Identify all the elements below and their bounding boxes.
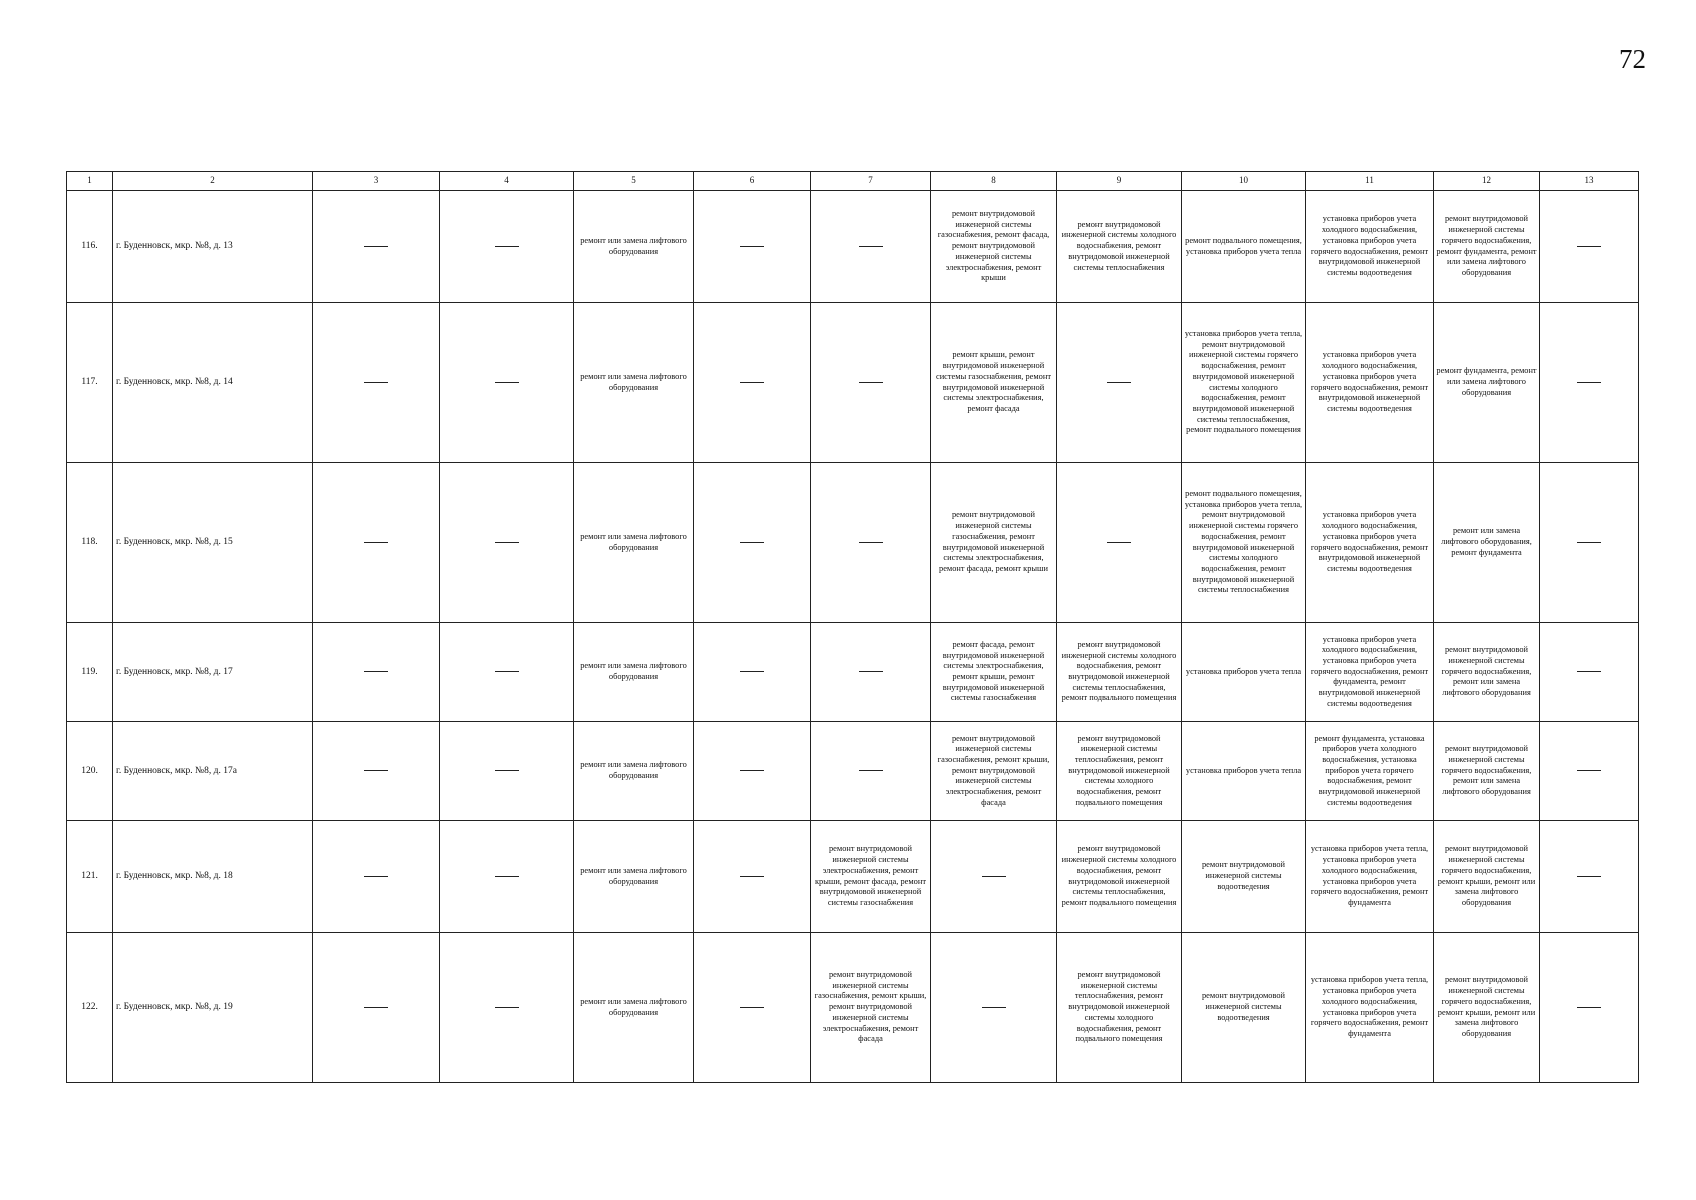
empty-dash <box>859 382 883 383</box>
work-type-cell-c3 <box>313 191 440 303</box>
work-type-cell-c3 <box>313 463 440 623</box>
work-type-cell-c10: ремонт внутридомовой инженерной системы водоотведения <box>1182 933 1306 1083</box>
work-type-cell-c9: ремонт внутридомовой инженерной системы теплоснабжения, ремонт внутридомовой инженерной системы холодного водоснабжения, ремонт подвального помещения <box>1057 933 1182 1083</box>
empty-dash <box>495 1007 519 1008</box>
work-type-cell-c11: ремонт фундамента, установка приборов учета холодного водоснабжения, установка приборов учета горячего водоснабжения, ремонт внутридомовой инженерной системы водоотведения <box>1306 722 1434 821</box>
work-type-cell-c3 <box>313 933 440 1083</box>
table-row <box>67 722 1639 821</box>
page-number: 72 <box>1619 44 1646 74</box>
work-type-cell-c13 <box>1540 722 1639 821</box>
table-row <box>67 821 1639 933</box>
work-type-cell-c11: установка приборов учета холодного водоснабжения, установка приборов учета горячего водоснабжения, ремонт фундамента, ремонт внутридомовой инженерной системы водоотведения <box>1306 623 1434 722</box>
address-cell: г. Буденновск, мкр. №8, д. 13 <box>113 191 313 303</box>
table-row <box>67 191 1639 303</box>
work-type-cell-c7 <box>811 722 931 821</box>
address-cell: г. Буденновск, мкр. №8, д. 17а <box>113 722 313 821</box>
work-type-cell-c6 <box>694 623 811 722</box>
work-type-cell-c10: ремонт внутридомовой инженерной системы водоотведения <box>1182 821 1306 933</box>
work-type-cell-c12: ремонт внутридомовой инженерной системы горячего водоснабжения, ремонт крыши, ремонт или замена лифтового оборудования <box>1434 933 1540 1083</box>
work-type-cell-c4 <box>440 722 574 821</box>
column-header: 4 <box>440 172 574 191</box>
work-type-cell-c12: ремонт внутридомовой инженерной системы горячего водоснабжения, ремонт фундамента, ремонт или замена лифтового оборудования <box>1434 191 1540 303</box>
empty-dash <box>364 770 388 771</box>
empty-dash <box>495 246 519 247</box>
work-type-cell-c3 <box>313 623 440 722</box>
column-header: 11 <box>1306 172 1434 191</box>
work-type-cell-c5: ремонт или замена лифтового оборудования <box>574 722 694 821</box>
work-type-cell-c13 <box>1540 821 1639 933</box>
repair-schedule-table <box>66 171 1639 1083</box>
work-type-cell-c8: ремонт фасада, ремонт внутридомовой инженерной системы электроснабжения, ремонт крыши, ремонт внутридомовой инженерной системы газоснабжения <box>931 623 1057 722</box>
empty-dash <box>859 246 883 247</box>
table-row <box>67 303 1639 463</box>
work-type-cell-c10: установка приборов учета тепла <box>1182 722 1306 821</box>
empty-dash <box>364 671 388 672</box>
column-header: 13 <box>1540 172 1639 191</box>
work-type-cell-c6 <box>694 303 811 463</box>
work-type-cell-c4 <box>440 191 574 303</box>
row-number-cell: 118. <box>67 463 113 623</box>
empty-dash <box>740 246 764 247</box>
work-type-cell-c10: установка приборов учета тепла, ремонт внутридомовой инженерной системы горячего водоснабжения, ремонт внутридомовой инженерной системы холодного водоснабжения, ремонт внутридомовой инженерной системы теплоснабжения, ремонт подвального помещения <box>1182 303 1306 463</box>
empty-dash <box>1577 382 1601 383</box>
column-header: 7 <box>811 172 931 191</box>
address-cell: г. Буденновск, мкр. №8, д. 19 <box>113 933 313 1083</box>
work-type-cell-c11: установка приборов учета тепла, установка приборов учета холодного водоснабжения, установка приборов учета горячего водоснабжения, ремонт фундамента <box>1306 821 1434 933</box>
column-header: 8 <box>931 172 1057 191</box>
work-type-cell-c4 <box>440 933 574 1083</box>
work-type-cell-c8 <box>931 821 1057 933</box>
empty-dash <box>495 876 519 877</box>
work-type-cell-c8: ремонт крыши, ремонт внутридомовой инженерной системы газоснабжения, ремонт внутридомовой инженерной системы электроснабжения, ремонт фасада <box>931 303 1057 463</box>
column-header: 6 <box>694 172 811 191</box>
work-type-cell-c7 <box>811 303 931 463</box>
work-type-cell-c7 <box>811 463 931 623</box>
empty-dash <box>982 876 1006 877</box>
empty-dash <box>1577 542 1601 543</box>
work-type-cell-c12: ремонт внутридомовой инженерной системы горячего водоснабжения, ремонт крыши, ремонт или замена лифтового оборудования <box>1434 821 1540 933</box>
work-type-cell-c5: ремонт или замена лифтового оборудования <box>574 821 694 933</box>
empty-dash <box>740 770 764 771</box>
column-header: 3 <box>313 172 440 191</box>
empty-dash <box>859 671 883 672</box>
column-header: 1 <box>67 172 113 191</box>
work-type-cell-c6 <box>694 722 811 821</box>
work-type-cell-c9: ремонт внутридомовой инженерной системы холодного водоснабжения, ремонт внутридомовой инженерной системы теплоснабжения <box>1057 191 1182 303</box>
table-row <box>67 623 1639 722</box>
empty-dash <box>495 671 519 672</box>
table-row <box>67 463 1639 623</box>
empty-dash <box>364 1007 388 1008</box>
empty-dash <box>859 542 883 543</box>
column-header: 2 <box>113 172 313 191</box>
work-type-cell-c13 <box>1540 623 1639 722</box>
row-number-cell: 122. <box>67 933 113 1083</box>
work-type-cell-c9 <box>1057 463 1182 623</box>
work-type-cell-c9: ремонт внутридомовой инженерной системы холодного водоснабжения, ремонт внутридомовой инженерной системы теплоснабжения, ремонт подвального помещения <box>1057 623 1182 722</box>
empty-dash <box>364 382 388 383</box>
work-type-cell-c5: ремонт или замена лифтового оборудования <box>574 463 694 623</box>
empty-dash <box>1107 542 1131 543</box>
work-type-cell-c11: установка приборов учета тепла, установка приборов учета холодного водоснабжения, установка приборов учета горячего водоснабжения, ремонт фундамента <box>1306 933 1434 1083</box>
column-header: 5 <box>574 172 694 191</box>
column-header: 10 <box>1182 172 1306 191</box>
work-type-cell-c7 <box>811 191 931 303</box>
work-type-cell-c5: ремонт или замена лифтового оборудования <box>574 191 694 303</box>
empty-dash <box>495 770 519 771</box>
column-number-header-row <box>67 172 1639 191</box>
work-type-cell-c11: установка приборов учета холодного водоснабжения, установка приборов учета горячего водоснабжения, ремонт внутридомовой инженерной системы водоотведения <box>1306 463 1434 623</box>
work-type-cell-c13 <box>1540 303 1639 463</box>
empty-dash <box>495 382 519 383</box>
row-number-cell: 119. <box>67 623 113 722</box>
work-type-cell-c4 <box>440 821 574 933</box>
work-type-cell-c5: ремонт или замена лифтового оборудования <box>574 933 694 1083</box>
work-type-cell-c3 <box>313 722 440 821</box>
work-type-cell-c6 <box>694 821 811 933</box>
address-cell: г. Буденновск, мкр. №8, д. 17 <box>113 623 313 722</box>
empty-dash <box>740 542 764 543</box>
work-type-cell-c4 <box>440 623 574 722</box>
work-type-cell-c7: ремонт внутридомовой инженерной системы газоснабжения, ремонт крыши, ремонт внутридомовой инженерной системы электроснабжения, ремонт фасада <box>811 933 931 1083</box>
table-body <box>67 191 1639 1083</box>
empty-dash <box>1577 246 1601 247</box>
work-type-cell-c12: ремонт или замена лифтового оборудования, ремонт фундамента <box>1434 463 1540 623</box>
work-type-cell-c12: ремонт фундамента, ремонт или замена лифтового оборудования <box>1434 303 1540 463</box>
work-type-cell-c9 <box>1057 303 1182 463</box>
empty-dash <box>740 382 764 383</box>
work-type-cell-c5: ремонт или замена лифтового оборудования <box>574 623 694 722</box>
work-type-cell-c9: ремонт внутридомовой инженерной системы холодного водоснабжения, ремонт внутридомовой инженерной системы теплоснабжения, ремонт подвального помещения <box>1057 821 1182 933</box>
empty-dash <box>364 246 388 247</box>
column-header: 9 <box>1057 172 1182 191</box>
empty-dash <box>1107 382 1131 383</box>
empty-dash <box>1577 876 1601 877</box>
work-type-cell-c13 <box>1540 463 1639 623</box>
work-type-cell-c10: ремонт подвального помещения, установка приборов учета тепла, ремонт внутридомовой инженерной системы горячего водоснабжения, ремонт внутридомовой инженерной системы холодного водоснабжения, ремонт внутридомовой инженерной системы теплоснабжения <box>1182 463 1306 623</box>
work-type-cell-c13 <box>1540 933 1639 1083</box>
empty-dash <box>364 876 388 877</box>
work-type-cell-c6 <box>694 933 811 1083</box>
empty-dash <box>982 1007 1006 1008</box>
work-type-cell-c12: ремонт внутридомовой инженерной системы горячего водоснабжения, ремонт или замена лифтового оборудования <box>1434 623 1540 722</box>
work-type-cell-c4 <box>440 303 574 463</box>
column-header: 12 <box>1434 172 1540 191</box>
empty-dash <box>740 671 764 672</box>
work-type-cell-c13 <box>1540 191 1639 303</box>
work-type-cell-c6 <box>694 463 811 623</box>
work-type-cell-c11: установка приборов учета холодного водоснабжения, установка приборов учета горячего водоснабжения, ремонт внутридомовой инженерной системы водоотведения <box>1306 303 1434 463</box>
row-number-cell: 117. <box>67 303 113 463</box>
work-type-cell-c8 <box>931 933 1057 1083</box>
empty-dash <box>740 1007 764 1008</box>
work-type-cell-c8: ремонт внутридомовой инженерной системы газоснабжения, ремонт фасада, ремонт внутридомовой инженерной системы электроснабжения, ремонт крыши <box>931 191 1057 303</box>
work-type-cell-c12: ремонт внутридомовой инженерной системы горячего водоснабжения, ремонт или замена лифтового оборудования <box>1434 722 1540 821</box>
work-type-cell-c5: ремонт или замена лифтового оборудования <box>574 303 694 463</box>
empty-dash <box>364 542 388 543</box>
work-type-cell-c6 <box>694 191 811 303</box>
row-number-cell: 116. <box>67 191 113 303</box>
work-type-cell-c10: ремонт подвального помещения, установка приборов учета тепла <box>1182 191 1306 303</box>
table-row <box>67 933 1639 1083</box>
work-type-cell-c4 <box>440 463 574 623</box>
work-type-cell-c10: установка приборов учета тепла <box>1182 623 1306 722</box>
address-cell: г. Буденновск, мкр. №8, д. 15 <box>113 463 313 623</box>
work-type-cell-c9: ремонт внутридомовой инженерной системы теплоснабжения, ремонт внутридомовой инженерной системы холодного водоснабжения, ремонт подвального помещения <box>1057 722 1182 821</box>
work-type-cell-c7 <box>811 623 931 722</box>
row-number-cell: 120. <box>67 722 113 821</box>
empty-dash <box>859 770 883 771</box>
empty-dash <box>1577 671 1601 672</box>
row-number-cell: 121. <box>67 821 113 933</box>
address-cell: г. Буденновск, мкр. №8, д. 18 <box>113 821 313 933</box>
work-type-cell-c7: ремонт внутридомовой инженерной системы электроснабжения, ремонт крыши, ремонт фасада, ремонт внутридомовой инженерной системы газоснабжения <box>811 821 931 933</box>
work-type-cell-c3 <box>313 303 440 463</box>
work-type-cell-c3 <box>313 821 440 933</box>
work-type-cell-c8: ремонт внутридомовой инженерной системы газоснабжения, ремонт крыши, ремонт внутридомовой инженерной системы электроснабжения, ремонт фасада <box>931 722 1057 821</box>
work-type-cell-c8: ремонт внутридомовой инженерной системы газоснабжения, ремонт внутридомовой инженерной системы электроснабжения, ремонт фасада, ремонт крыши <box>931 463 1057 623</box>
empty-dash <box>1577 770 1601 771</box>
work-type-cell-c11: установка приборов учета холодного водоснабжения, установка приборов учета горячего водоснабжения, ремонт внутридомовой инженерной системы водоотведения <box>1306 191 1434 303</box>
address-cell: г. Буденновск, мкр. №8, д. 14 <box>113 303 313 463</box>
empty-dash <box>1577 1007 1601 1008</box>
empty-dash <box>740 876 764 877</box>
empty-dash <box>495 542 519 543</box>
